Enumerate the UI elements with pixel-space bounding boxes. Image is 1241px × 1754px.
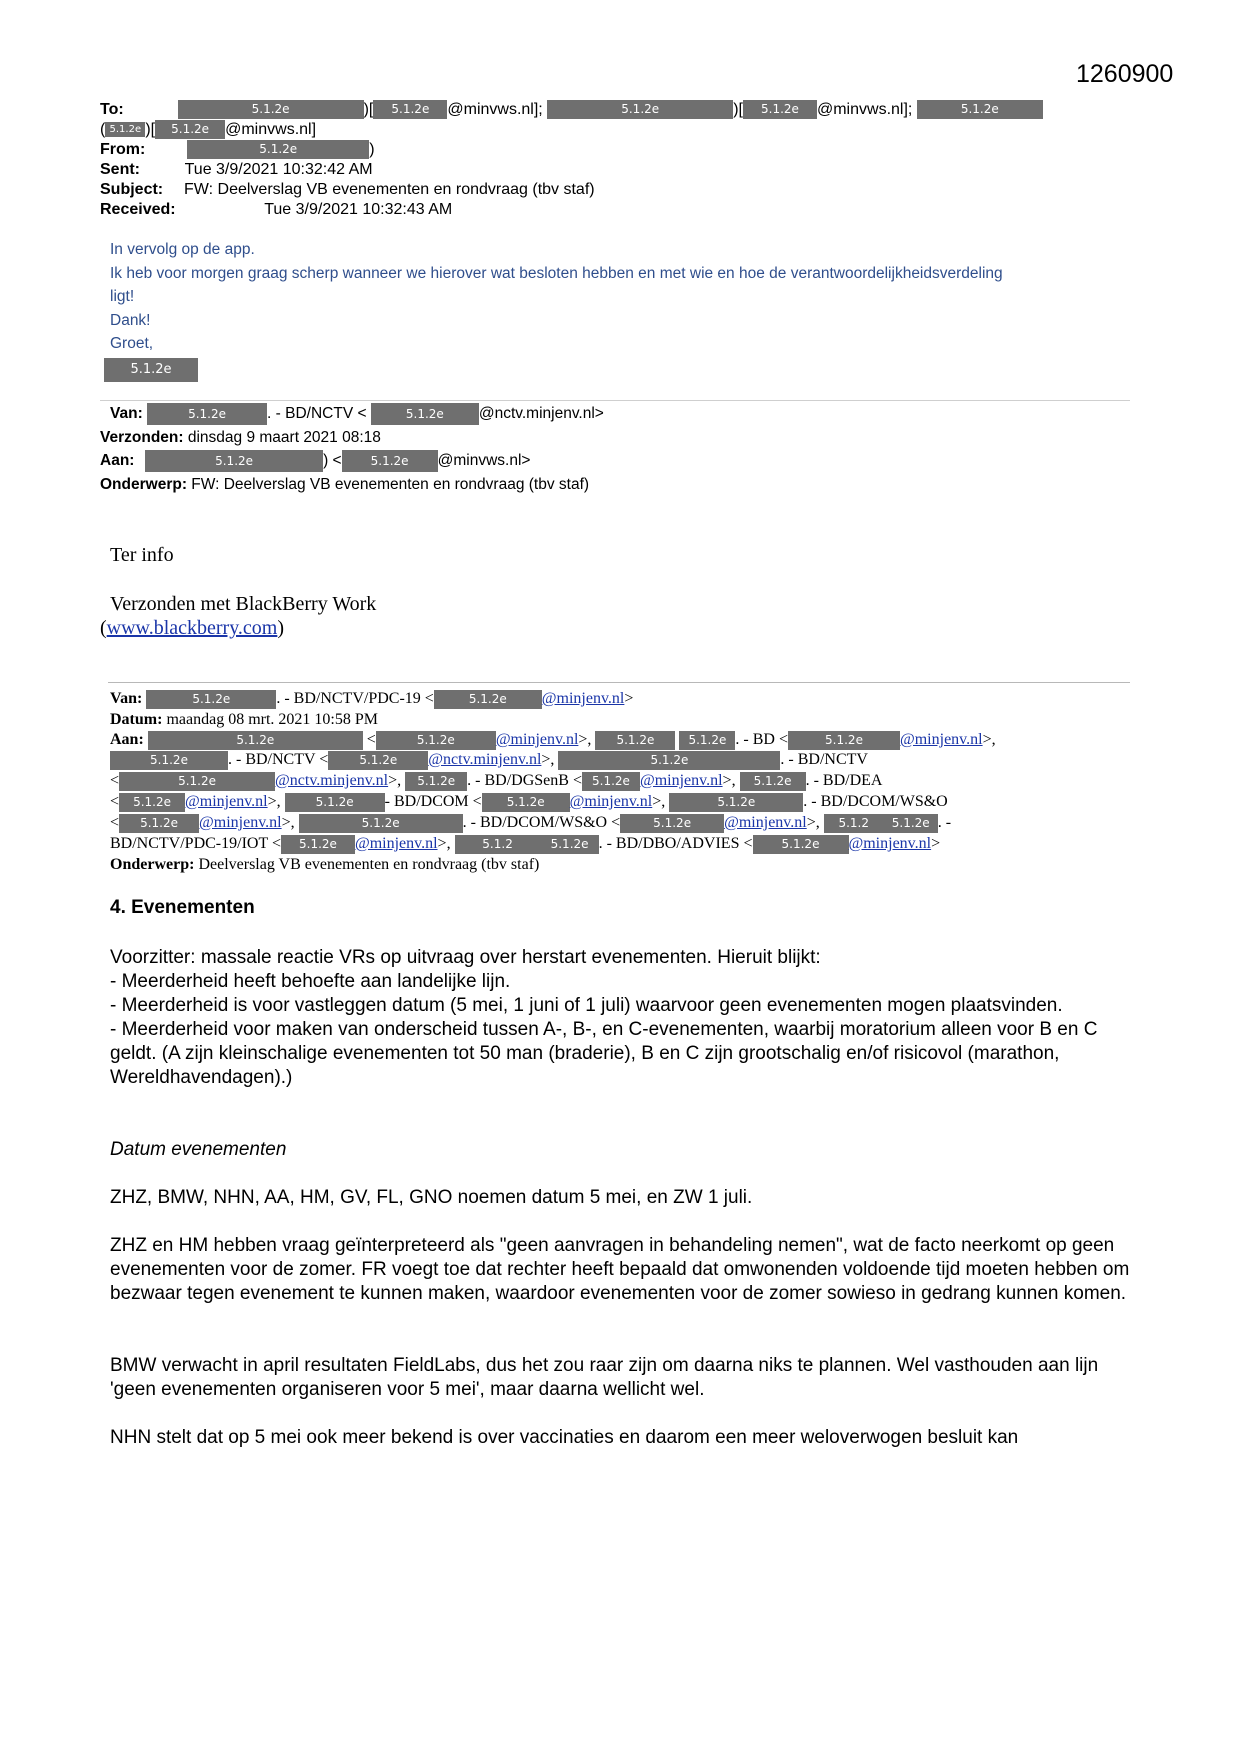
redaction: 5.1.2e [376, 731, 496, 750]
fw1-onderwerp-label: Onderwerp: [100, 476, 187, 493]
redaction: 5.1.2e [285, 793, 385, 812]
redaction: 5.1.2e [110, 751, 228, 770]
to-domain: @minvws.nl]; [447, 101, 543, 118]
redaction: 5.1.2e [119, 772, 275, 791]
redaction: 5.1.2e [753, 835, 849, 854]
fw1-van-line [100, 402, 604, 426]
fw2-van-label: Van: [110, 690, 143, 707]
redaction: 5.1.2e [178, 100, 364, 119]
to-line: To: 5.1.2e )[ 5.1.2e @minvws.nl]; 5.1.2e )[ 5.1.2e @minvws.nl]; 5.1.2e [100, 100, 1043, 120]
fw2-van-link[interactable]: @minjenv.nl [541, 690, 625, 707]
bd-nctv-label: . - BD/NCTV < [228, 751, 329, 768]
to-label: To: [100, 101, 124, 118]
redaction: 5.1.2e [434, 690, 542, 709]
recipient-link[interactable]: @minjenv.nl [199, 814, 282, 831]
bd-dbo-label: . - BD/DBO/ADVIES < [598, 835, 753, 852]
recipient-link[interactable]: @minjenv.nl [354, 835, 438, 852]
fw2-aan-line-3: < 5.1.2e @nctv.minjenv.nl>, 5.1.2e . - BD/DGSenB < 5.1.2e @minjenv.nl>, 5.1.2e . - BD/DEA [110, 772, 883, 789]
paragraph: ZHZ, BMW, NHN, AA, HM, GV, FL, GNO noemen datum 5 mei, en ZW 1 juli. [110, 1187, 753, 1208]
redaction: 5.1.2e [148, 731, 363, 750]
fw2-van-line: Van: 5.1.2e . - BD/NCTV/PDC-19 < 5.1.2e @minjenv.nl> [110, 690, 634, 707]
redaction: 5.1.2e [620, 814, 724, 833]
redaction: 5.1.2e [299, 814, 463, 833]
fw2-aan-line-4: < 5.1.2e @minjenv.nl>, 5.1.2e - BD/DCOM < 5.1.2e @minjenv.nl>, 5.1.2e . - BD/DCOM/WS&O [110, 793, 948, 810]
message-line: ligt! [110, 288, 135, 305]
recipient-link[interactable]: @minjenv.nl [900, 731, 983, 748]
bd-nctv-label: . - BD/NCTV [780, 751, 868, 768]
bd-dcom-wso-label: . - BD/DCOM/WS&O < [462, 814, 621, 831]
redaction: 5.1.2e [669, 793, 803, 812]
bd-dea-label: . - BD/DEA [805, 772, 883, 789]
redaction: 5.1.2e [582, 772, 640, 791]
fw2-onderwerp-value: Deelverslag VB evenementen en rondvraag (tbv staf) [198, 856, 540, 873]
redaction: 5.1.2e [917, 100, 1043, 119]
redaction: 5.1.2e [740, 772, 806, 791]
message-line: Ik heb voor morgen graag scherp wanneer we hierover wat besloten hebben en met wie en hoe de verantwoordelijkheidsverdeling [110, 265, 1003, 282]
fw1-van-suffix: . - BD/NCTV < [267, 405, 367, 422]
fw2-onderwerp-label: Onderwerp: [110, 856, 195, 873]
redaction: 5.1.2e [119, 814, 199, 833]
redaction: 5.1.2 [824, 814, 884, 833]
redaction: 5.1.2e [342, 450, 438, 472]
bd-pdc-iot-label: BD/NCTV/PDC-19/IOT < [110, 835, 281, 852]
fw1-verzonden-label: Verzonden: [100, 429, 184, 446]
recipient-link[interactable]: @minjenv.nl [495, 731, 579, 748]
fw1-verzonden-line [100, 426, 381, 450]
sent-with-blackberry: Verzonden met BlackBerry Work [110, 593, 377, 615]
signature-redaction: 5.1.2e [104, 358, 198, 382]
redaction: 5.1.2e [482, 793, 570, 812]
recipient-link[interactable]: @nctv.minjenv.nl [275, 772, 389, 789]
fw2-aan-line-5: < 5.1.2e @minjenv.nl>, 5.1.2e . - BD/DCOM/WS&O < 5.1.2e @minjenv.nl>, 5.1.2 5.1.2e . - [110, 814, 952, 831]
fw1-onderwerp-line [100, 473, 589, 497]
redaction: 5.1.2 [455, 835, 541, 854]
to-domain: @minvws.nl] [225, 121, 317, 138]
fw2-datum-label: Datum: [110, 711, 163, 728]
subject-label: Subject: [100, 181, 164, 198]
divider [108, 682, 1130, 683]
redaction: 5.1.2e [595, 731, 675, 750]
redaction: 5.1.2e [328, 751, 428, 770]
fw1-van-domain: @nctv.minjenv.nl> [478, 405, 604, 422]
fw2-aan-line-1: Aan: 5.1.2e < 5.1.2e @minjenv.nl>, 5.1.2e 5.1.2e . - BD < 5.1.2e @minjenv.nl>, [110, 731, 996, 748]
bd-label: . - BD < [735, 731, 788, 748]
recipient-link[interactable]: @nctv.minjenv.nl [428, 751, 542, 768]
fw1-aan-domain: @minvws.nl> [437, 452, 531, 469]
from-label: From: [100, 141, 146, 158]
fw1-onderwerp-value: FW: Deelverslag VB evenementen en rondvraag (tbv staf) [191, 476, 590, 493]
fw2-datum-value: maandag 08 mrt. 2021 10:58 PM [166, 711, 378, 728]
sent-value: Tue 3/9/2021 10:32:42 AM [184, 161, 373, 178]
bullet: - Meerderheid heeft behoefte aan landelijke lijn. [110, 971, 511, 992]
blackberry-line: (www.blackberry.com) [100, 617, 285, 639]
redaction: 5.1.2e [281, 835, 355, 854]
document-number: 1260900 [1076, 60, 1174, 88]
to-line-2: ( 5.1.2e )[ 5.1.2e @minvws.nl] [100, 121, 317, 138]
redaction: 5.1.2e [788, 731, 900, 750]
redaction: 5.1.2e [547, 100, 733, 119]
fw2-aan-line-6: BD/NCTV/PDC-19/IOT < 5.1.2e @minjenv.nl>, 5.1.2 5.1.2e . - BD/DBO/ADVIES < 5.1.2e @minjenv.nl> [110, 835, 941, 852]
recipient-link[interactable]: @minjenv.nl [724, 814, 807, 831]
redaction: 5.1.2e [679, 731, 735, 750]
from-line: From: 5.1.2e ) [100, 141, 375, 158]
recipient-link[interactable]: @minjenv.nl [185, 793, 268, 810]
fw1-van-label: Van: [110, 405, 143, 422]
recipient-link[interactable]: @minjenv.nl [639, 772, 723, 789]
redaction: 5.1.2e [187, 140, 369, 159]
redaction: 5.1.2e [884, 814, 938, 833]
redaction: 5.1.2e [558, 751, 780, 770]
ter-info: Ter info [110, 544, 174, 566]
redaction: 5.1.2e [371, 403, 479, 425]
fw1-verzonden-value: dinsdag 9 maart 2021 08:18 [187, 429, 381, 446]
sent-line [100, 160, 373, 180]
paragraph: BMW verwacht in april resultaten FieldLabs, dus het zou raar zijn om daarna niks te plannen. Wel vasthouden aan lijn 'geen evenementen organiseren voor 5 mei', maar daarna wellicht wel. [110, 1355, 1099, 1400]
fw2-datum-line [110, 709, 378, 730]
redaction: 5.1.2e [155, 120, 225, 139]
subject-line [100, 180, 595, 200]
blackberry-link[interactable]: www.blackberry.com [106, 617, 278, 639]
divider [100, 400, 1130, 401]
section-heading: 4. Evenementen [110, 897, 255, 918]
recipient-link[interactable]: @minjenv.nl [569, 793, 653, 810]
message-line: Dank! [110, 312, 151, 329]
to-domain: @minvws.nl]; [816, 101, 913, 118]
bullet: - Meerderheid is voor vastleggen datum (5 mei, 1 juni of 1 juli) waarvoor geen evenementen mogen plaatsvinden. [110, 995, 1063, 1016]
bd-dcom-label: - BD/DCOM < [384, 793, 482, 810]
fw1-aan-label: Aan: [100, 452, 135, 469]
message-line: In vervolg op de app. [110, 241, 255, 258]
paragraph: ZHZ en HM hebben vraag geïnterpreteerd als "geen aanvragen in behandeling nemen", wat de facto neerkomt op geen evenementen voor de zomer. FR voegt toe dat rechter heeft bepaald dat omwonenden voldoende tijd moeten hebben om bezwaar tegen evenement te kunnen maken, waardoor evenementen voor de zomer sowieso in gedrang kunnen komen. [110, 1235, 1130, 1304]
subheading: Datum evenementen [110, 1139, 287, 1160]
sent-label: Sent: [100, 161, 140, 178]
paragraph [110, 946, 1140, 1090]
bullet: - Meerderheid voor maken van onderscheid tussen A-, B-, en C-evenementen, waarbij moratorium alleen voor B en C geldt. (A zijn kleinschalige evenementen tot 50 man (braderie), B en C zijn grootschalig en/of risicovol (marathon, Wereldhavendagen).) [110, 1019, 1098, 1088]
report-intro: Voorzitter: massale reactie VRs op uitvraag over herstart evenementen. Hieruit blijkt: [110, 947, 821, 968]
fw2-onderwerp-line [110, 854, 539, 875]
bd-dgsenb-label: . - BD/DGSenB < [467, 772, 582, 789]
fw2-aan-line-2: 5.1.2e . - BD/NCTV < 5.1.2e @nctv.minjenv.nl>, 5.1.2e . - BD/NCTV [110, 749, 868, 770]
bd-dcom-wso-label: . - BD/DCOM/WS&O [803, 793, 948, 810]
redaction: 5.1.2e [119, 793, 185, 812]
received-line [100, 200, 452, 220]
redaction: 5.1.2e [147, 403, 267, 425]
redaction: 5.1.2e [146, 690, 276, 709]
recipient-link[interactable]: @minjenv.nl [848, 835, 932, 852]
received-value: Tue 3/9/2021 10:32:43 AM [264, 201, 453, 218]
fw1-aan-line: Aan: 5.1.2e ) < 5.1.2e @minvws.nl> [100, 449, 530, 473]
fw2-aan-label: Aan: [110, 731, 144, 748]
redaction: 5.1.2e [743, 100, 817, 119]
redaction: 5.1.2e [105, 122, 145, 137]
redaction: 5.1.2e [373, 100, 447, 119]
redaction: 5.1.2e [541, 835, 599, 854]
fw2-van-suffix: . - BD/NCTV/PDC-19 < [276, 690, 434, 707]
redaction: 5.1.2e [405, 772, 467, 791]
paragraph: NHN stelt dat op 5 mei ook meer bekend is over vaccinaties en daarom een meer weloverwogen besluit kan [110, 1427, 1019, 1448]
redaction: 5.1.2e [145, 450, 323, 472]
received-label: Received: [100, 201, 176, 218]
message-line: Groet, [110, 335, 154, 352]
subject-value: FW: Deelverslag VB evenementen en rondvraag (tbv staf) [184, 181, 595, 198]
